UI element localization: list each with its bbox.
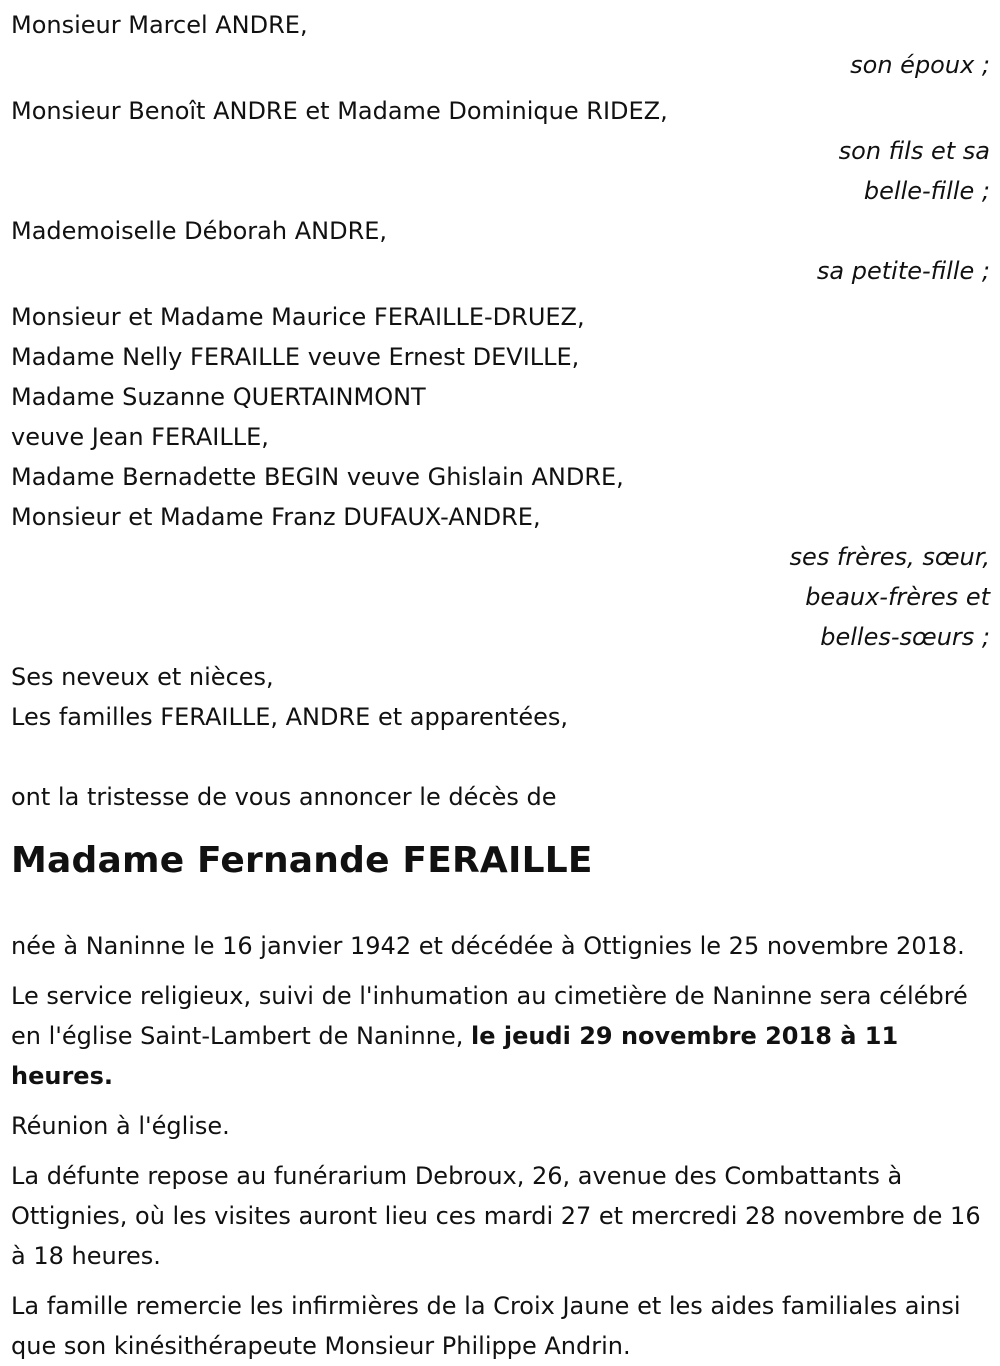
deceased-name: Madame Fernande FERAILLE (11, 840, 593, 881)
family-member: Monsieur Marcel ANDRE, (11, 11, 308, 39)
family-member: Les familles FERAILLE, ANDRE et apparentées, (11, 703, 569, 731)
service-date: le jeudi 29 novembre 2018 à 11 heures. (11, 1022, 899, 1090)
service-text: Le service religieux, suivi de l'inhumation au cimetière de Naninne sera célébré en l'église Saint-Lambert de Naninne, (11, 982, 968, 1050)
relation-label: belles-sœurs ; (820, 623, 990, 651)
thanks-paragraph: La famille remercie les infirmières de la Croix Jaune et les aides familiales ainsi que son kinésithérapeute Monsieur Philippe Andrin. (11, 1292, 961, 1360)
family-member: Monsieur et Madame Maurice FERAILLE-DRUEZ, (11, 303, 585, 331)
family-member: veuve Jean FERAILLE, (11, 423, 269, 451)
family-member: Madame Nelly FERAILLE veuve Ernest DEVILLE, (11, 343, 580, 371)
relation-label: beaux-frères et (805, 583, 990, 611)
repose-paragraph: La défunte repose au funérarium Debroux, 26, avenue des Combattants à Ottignies, où les visites auront lieu ces mardi 27 et mercredi 28 novembre de 16 à 18 heures. (11, 1162, 981, 1270)
family-member: Mademoiselle Déborah ANDRE, (11, 217, 388, 245)
announcement-text: ont la tristesse de vous annoncer le décès de (11, 783, 557, 811)
relation-label: sa petite-fille ; (816, 257, 990, 285)
relation-label: ses frères, sœur, (789, 543, 990, 571)
family-member: Ses neveux et nièces, (11, 663, 274, 691)
relation-label: son époux ; (850, 51, 990, 79)
family-member: Madame Bernadette BEGIN veuve Ghislain ANDRE, (11, 463, 624, 491)
family-member: Monsieur et Madame Franz DUFAUX-ANDRE, (11, 503, 541, 531)
birth-death-paragraph: née à Naninne le 16 janvier 1942 et décédée à Ottignies le 25 novembre 2018. (11, 932, 965, 960)
family-member: Monsieur Benoît ANDRE et Madame Dominique RIDEZ, (11, 97, 668, 125)
relation-label: belle-fille ; (863, 177, 990, 205)
meeting-paragraph: Réunion à l'église. (11, 1112, 230, 1140)
service-paragraph (11, 976, 990, 1096)
relation-label: son fils et sa (838, 137, 990, 165)
family-member: Madame Suzanne QUERTAINMONT (11, 383, 426, 411)
